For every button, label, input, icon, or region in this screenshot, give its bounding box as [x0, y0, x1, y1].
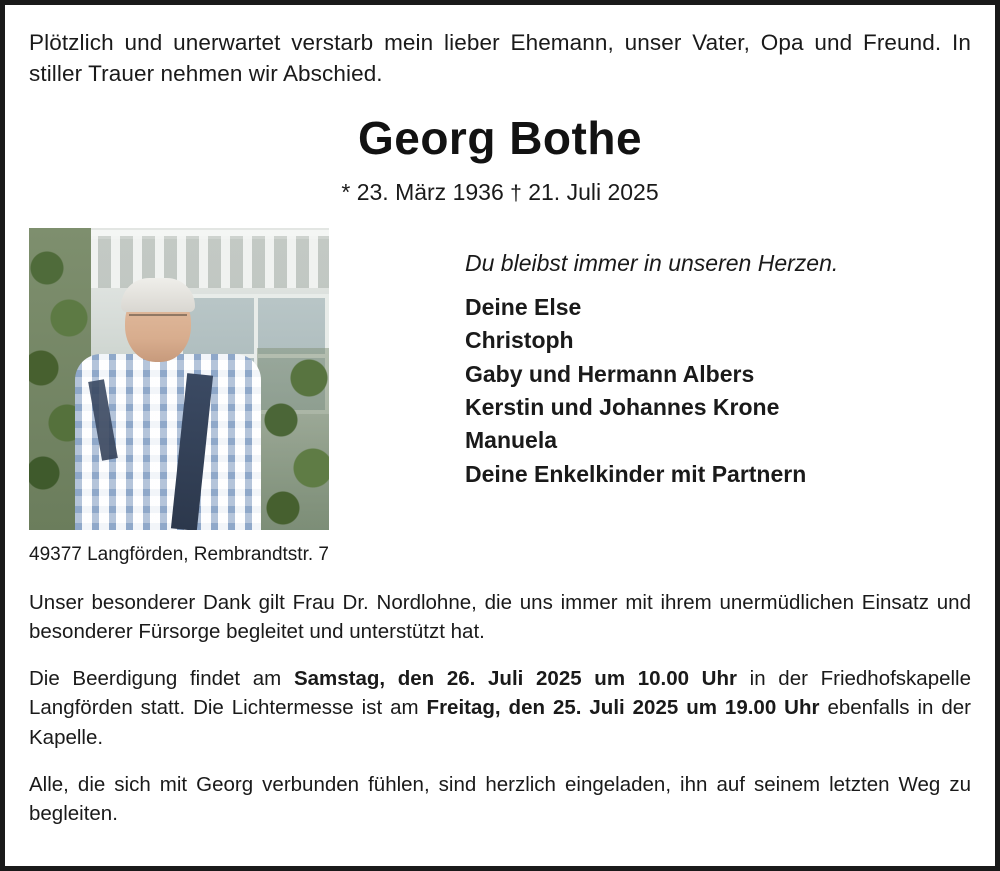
closing-paragraphs — [29, 588, 971, 828]
thanks-paragraph: Unser besonderer Dank gilt Frau Dr. Nordlohne, die uns immer mit ihrem unermüdlichen Einsatz und besonderer Fürsorge begleitet und unterstützt hat. — [29, 591, 971, 644]
funeral-date-highlight: Samstag, den 26. Juli 2025 um 10.00 Uhr — [293, 667, 737, 691]
birth-date: 23. März 1936 — [356, 179, 504, 206]
mourners-list — [465, 291, 971, 491]
funeral-paragraph — [29, 664, 971, 751]
photo-column — [29, 228, 329, 566]
portrait-and-mourners — [29, 228, 971, 566]
funeral-text-part2: in der Friedhofskapelle Langförden statt. Die Lichtermesse ist am — [29, 667, 972, 720]
list-item: Kerstin und Johannes Krone — [465, 394, 780, 421]
mourners-column — [329, 228, 971, 491]
deceased-name: Georg Bothe — [357, 112, 643, 165]
birth-symbol: * — [341, 179, 351, 206]
list-item: Gaby und Hermann Albers — [465, 360, 755, 387]
photo-foliage-right — [257, 348, 329, 530]
photo-person-hair — [121, 278, 195, 312]
funeral-text-part1: Die Beerdigung findet am — [29, 667, 294, 691]
photo-railing — [89, 236, 329, 288]
list-item: Manuela — [465, 427, 558, 454]
portrait-photo — [29, 228, 329, 530]
death-date: 21. Juli 2025 — [528, 179, 659, 206]
list-item: Deine Else — [465, 294, 582, 321]
list-item: Christoph — [465, 327, 574, 354]
funeral-text-part3: ebenfalls in der Kapelle. — [29, 696, 971, 749]
photo-person-glasses — [129, 314, 187, 328]
notice-inner — [5, 5, 995, 866]
motto-text: Du bleibst immer in unseren Herzen. — [465, 250, 839, 277]
intro-text: Plötzlich und unerwartet verstarb mein lieber Ehemann, unser Vater, Opa und Freund. In stiller Trauer nehmen wir Abschied. — [29, 30, 971, 87]
list-item: Deine Enkelkinder mit Partnern — [465, 460, 807, 487]
address-line: 49377 Langförden, Rembrandtstr. 7 — [29, 544, 329, 566]
death-symbol: † — [510, 182, 522, 206]
life-dates — [29, 179, 971, 206]
invitation-paragraph: Alle, die sich mit Georg verbunden fühlen, sind herzlich eingeladen, ihn auf seinem letzten Weg zu begleiten. — [29, 772, 971, 825]
lichtermesse-date-highlight: Freitag, den 25. Juli 2025 um 19.00 Uhr — [426, 696, 820, 720]
